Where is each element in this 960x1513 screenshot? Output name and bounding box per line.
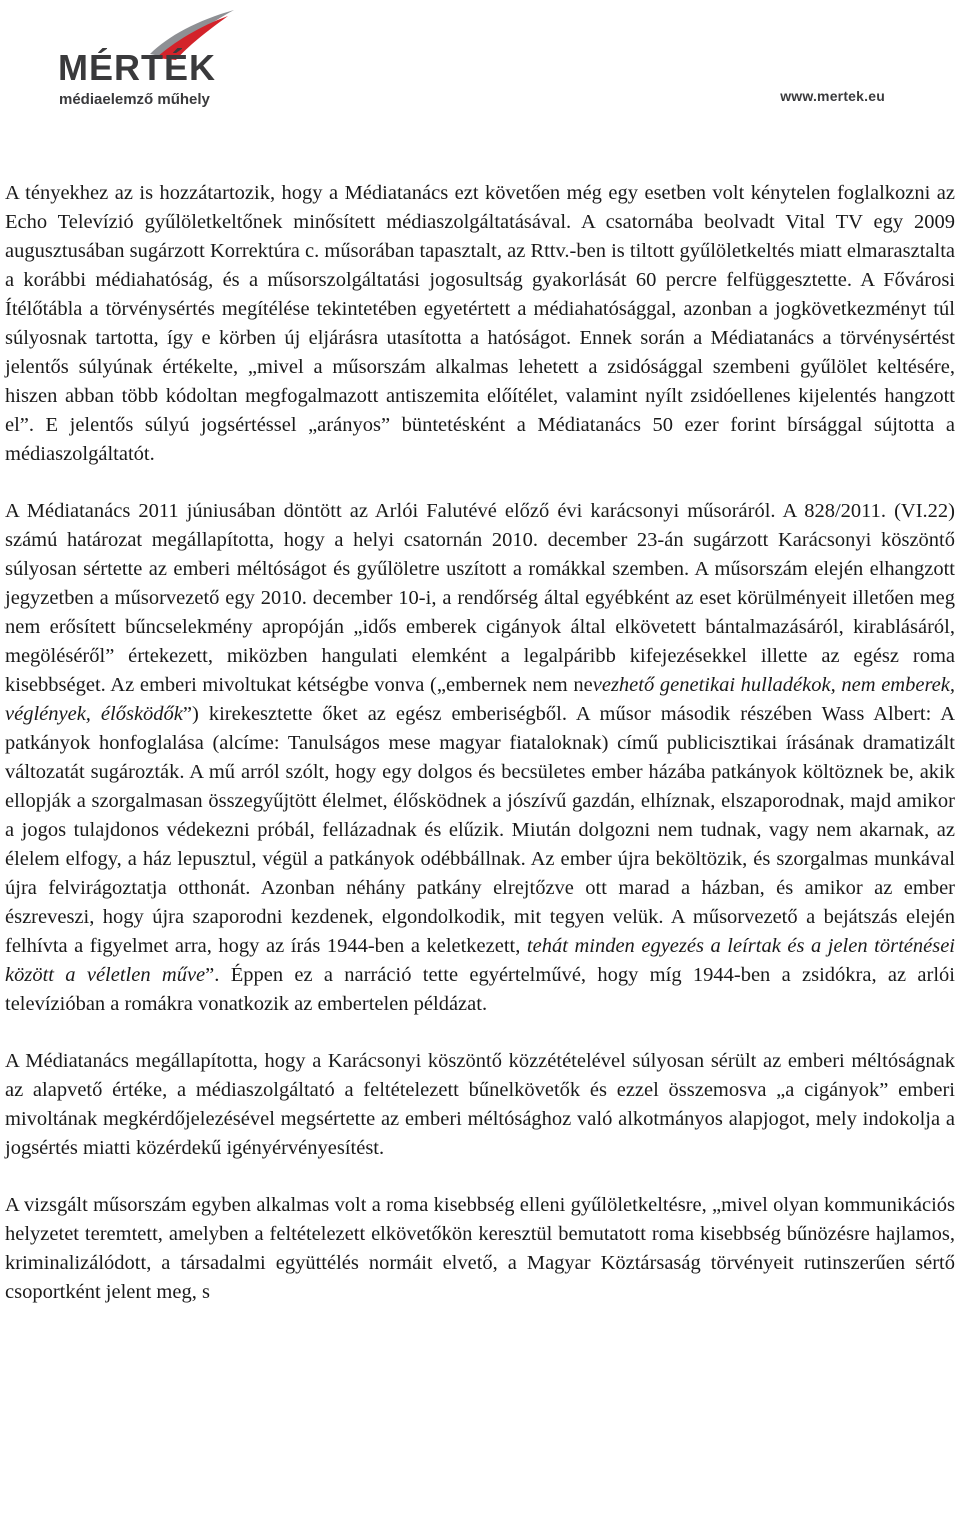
paragraph-text: ”. Éppen ez a narráció tette egyértelművé, hogy míg 1944-ben a zsidókra, az arlói televízióban a romákra vonatkozik az embertelen példázat. — [5, 964, 956, 1015]
paragraph: A Médiatanács megállapította, hogy a Karácsonyi köszöntő közzétételével súlyosan sérült az emberi méltóságnak az alapvető értéke, a médiaszolgáltató a feltételezett bűnelkövetők és ezzel összemosva „a cigányok” emberi mivoltának megkérdőjelezésével megsértette az emberi méltósághoz való alkotmányos alapjogot, mely indokolja a jogsértés miatti közérdekű igényérvényesítést. — [5, 1050, 955, 1159]
page-header — [0, 0, 960, 115]
quote-italic: vezhető genetikai hulladékok, nem emberek, véglények, élősködők — [5, 674, 955, 725]
mertek-logo — [58, 8, 248, 108]
paragraph: A tényekhez az is hozzátartozik, hogy a Médiatanács ezt követően még egy esetben volt kénytelen foglalkozni az Echo Televízió gyűlöletkeltőnek minősített médiaszolgáltatásával. A csatornába beolvadt Vital TV egy 2009 augusztusában sugárzott Korrektúra c. műsorában tapasztalt, az Rttv.-ben is tiltott gyűlöletkeltés miatt elmarasztalta a korábbi médiahatóság, és a műsorszolgáltatási jogosultság gyakorlását 60 percre felfüggesztette. A Fővárosi Ítélőtábla a törvénysértés megítélése tekintetében egyetértett a médiahatósággal, azonban a jogkövetkezményt túl súlyosnak tartotta, így e körben új eljárásra utasította a hatóságot. Ennek során a Médiatanács a törvénysértést jelentős súlyúnak értékelte, „mivel a műsorszám alkalmas lehetett a zsidósággal szembeni gyűlölet keltésére, hiszen abban több kódoltan megfogalmazott antiszemita előítélet, valamint nyílt zsidóellenes kijelentés hangzott el”. E jelentős súlyú jogsértéssel „arányos” büntetésként a Médiatanács 50 ezer forint bírsággal sújtotta a médiaszolgáltatót. — [5, 182, 955, 465]
paragraph — [5, 497, 955, 1019]
paragraph-text: A Médiatanács 2011 júniusában döntött az Arlói Falutévé előző évi karácsonyi műsoráról. A 828/2011. (VI.22) számú határozat megállapította, hogy a helyi csatornán 2010. december 23-án sugárzott Karácsonyi köszöntő súlyosan sértette az emberi méltóságot és gyűlöletre uszított a romákkal szemben. A műsorszám elején elhangzott jegyzetben a műsorvezető egy 2010. december 10-i, a rendőrség által egyébként az eset körülményeit illetően meg nem erősített bűncselekmény apropóján „idős emberek cigányok által elkövetett bántalmazásáról, kirablásáról, megöléséről” értekezett, miközben hangulati elemként a legalpáribb kifejezésekkel illette az egész roma kisebbséget. Az emberi mivoltukat kétségbe vonva („embernek nem ne — [5, 500, 955, 696]
logo-name: MÉRTÉK — [58, 47, 216, 88]
site-url[interactable]: www.mertek.eu — [780, 88, 885, 104]
paragraph: A vizsgált műsorszám egyben alkalmas volt a roma kisebbség elleni gyűlöletkeltésre, „mivel olyan kommunikációs helyzetet teremtett, amelyben a feltételezett elkövetőkön keresztül bemutatott roma kisebbség bűnözésre hajlamos, kriminalizálódott, a társadalmi együttélés normáit elvető, a Magyar Köztársaság törvényeit rutinszerűen sértő csoportként jelent meg, s — [5, 1194, 955, 1303]
quote-italic: tehát minden egyezés a leírtak és a jelen történései között a véletlen műve — [5, 935, 955, 986]
paragraph-text: ”) kirekesztette őket az egész emberiségből. A műsor második részében Wass Albert: A patkányok honfoglalása (alcíme: Tanulságos mese magyar fiataloknak) című publicisztikai írásának dramatizált változatát sugározták. A mű arról szólt, hogy egy dolgos és becsületes ember házába patkányok költöznek be, akik ellopják a szorgalmasan összegyűjtött élelmet, élősködnek a jószívű gazdán, elhíznak, elszaporodnak, majd amikor a jogos tulajdonos védekezni próbál, fellázadnak és elűzik. Miután dolgozni nem tudnak, vagy nem akarnak, az élelem elfogy, a ház lepusztul, végül a patkányok odébbállnak. Az ember újra beköltözik, és szorgalmas munkával újra felvirágoztatja otthonát. Azonban néhány patkány elrejtőzve ott marad a házban, és amikor az ember észreveszi, hogy újra szaporodni kezdenek, elgondolkodik, mit tegyen velük. A műsorvezető a bejátszás elején felhívta a figyelmet arra, hogy az írás 1944-ben a keletkezett, — [5, 703, 955, 957]
document-body — [5, 179, 955, 1307]
logo-subtitle: médiaelemző műhely — [59, 91, 210, 108]
